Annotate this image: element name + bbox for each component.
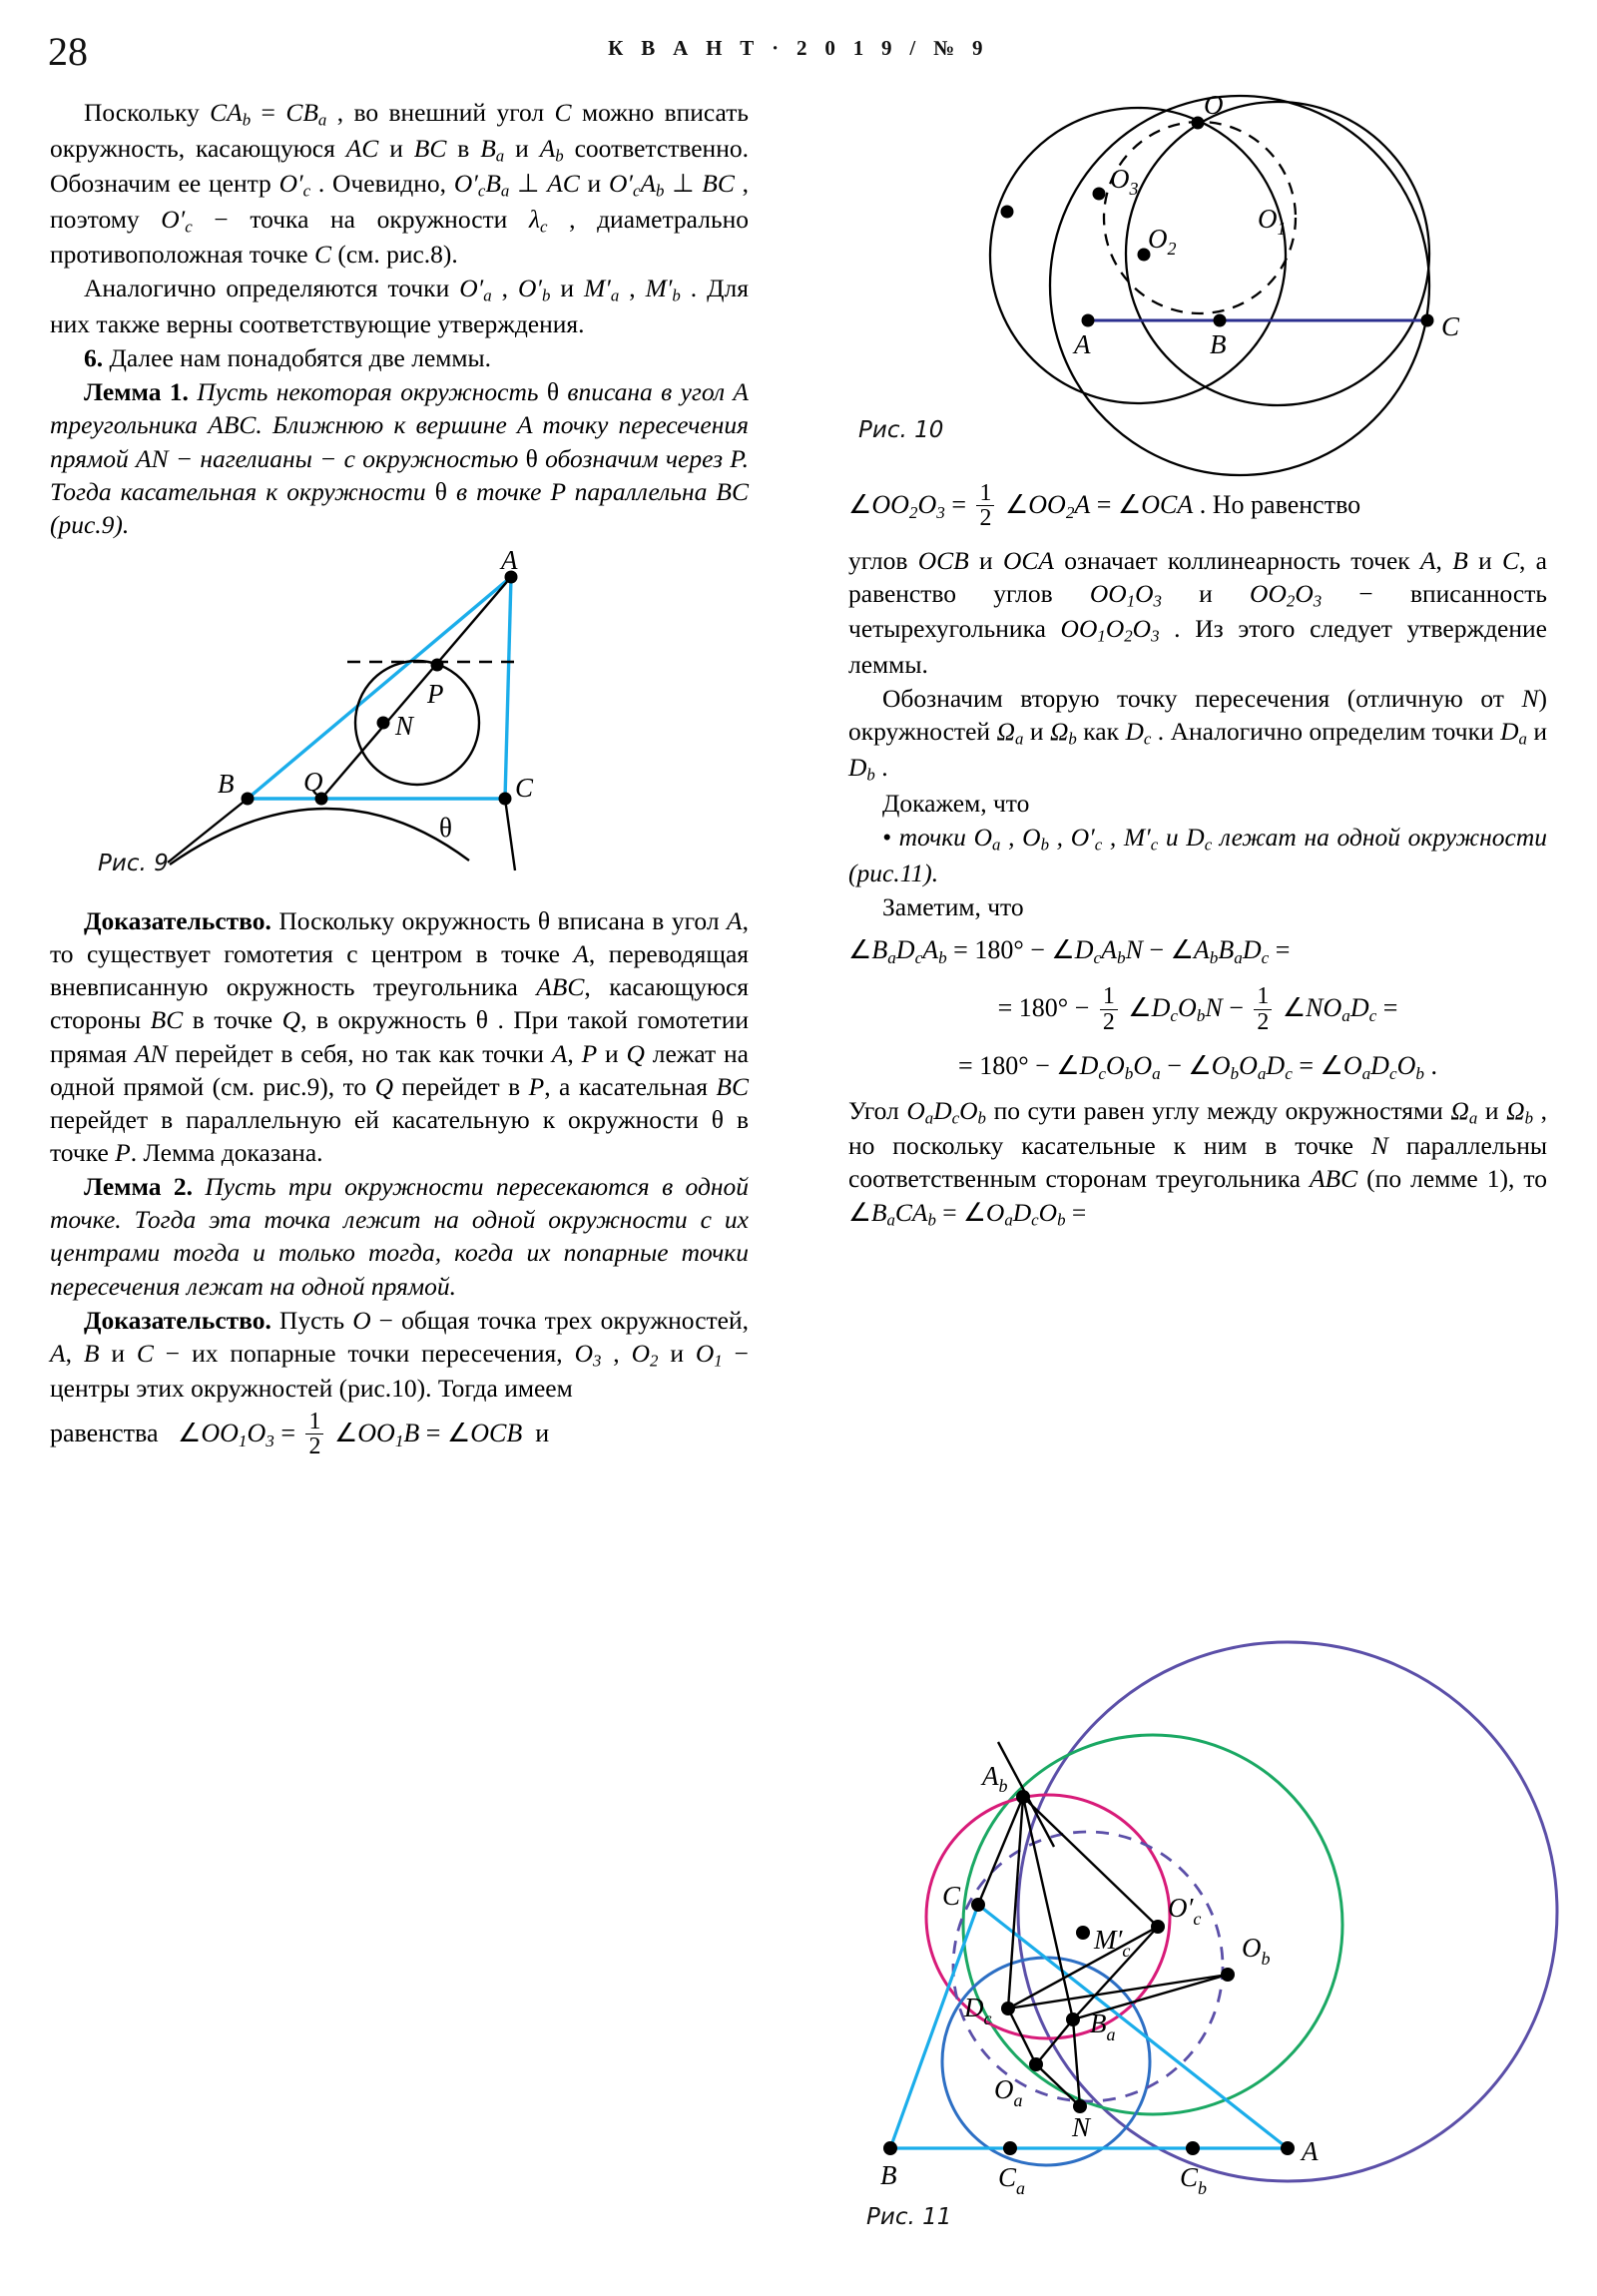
fig10-label-O: O (1204, 90, 1224, 120)
right-bullet-claim: • точки $O_a$ , $O_b$ , $O'_c$ , $M'_c$ и $D_c$ лежат на одной окружности (рис.11). (848, 823, 1548, 887)
fig9-circle-theta (355, 661, 479, 785)
left-column (50, 96, 749, 1471)
fig11-label-Oa: $O_a$ (994, 2074, 1023, 2110)
right-display-formula-3: = $180^\circ - \angle D_cO_bO_a$ − $\angle O_bO_aD_c$ = $\angle O_aD_cO_b$ . (958, 1050, 1437, 1083)
fig11-circle-purple (1018, 1642, 1557, 2181)
fig9-label-Q: Q (303, 767, 323, 798)
paragraph-3: 6. Далее нам понадобятся две леммы. (84, 343, 492, 373)
lemma-1: Лемма 1. Пусть некоторая окружность θ вписана в угол A треугольника ABC. Ближнюю к вершине A точку пересечения прямой AN − нагелианы − с окружностью θ обозначим через P. Тогда касательная к окружности θ в точке P параллельна BC (рис.9). (50, 377, 750, 539)
figure-10-caption: Рис. 10 (858, 417, 944, 443)
fig11-label-A: A (1302, 2136, 1319, 2166)
fig9-excircle-arc (170, 809, 469, 864)
figure-11-drawing (858, 1637, 1557, 2256)
fig9-tangent-left (168, 799, 248, 862)
fig10-label-C: C (1441, 311, 1460, 341)
right-paragraph-5: Заметим, что (882, 892, 1024, 922)
fig9-nagelian (321, 577, 511, 799)
right-paragraph-3: Докажем, что (882, 789, 1030, 819)
right-display-formula-1: $\angle B_aD_cA_b = 180^\circ$ − $\angle D_cA_bN$ − $\angle A_bB_aD_c$ = (848, 935, 1291, 968)
lemma-2: Лемма 2. Пусть три окружности пересекаются в одной точке. Тогда эта точка лежит на одной окружности с их центрами тогда и только тогда, когда их попарные точки пересечения лежат на одной прямой. (50, 1172, 749, 1301)
fig9-label-B: B (218, 769, 235, 800)
fig11-label-B: B (880, 2160, 897, 2190)
fig10-label-B: B (1210, 329, 1227, 359)
fig9-line-ac-ext (505, 799, 515, 870)
fig10-label-O2: $O_2$ (1148, 224, 1177, 259)
fig11-label-Oc: $O'_c$ (1168, 1893, 1202, 1929)
figure-10-drawing (848, 90, 1547, 445)
right-paragraph-6: Угол $O_aD_cO_b$ по сути равен углу между окружностями $\Omega_a$ и $\Omega_b$ , но поскольку касательные к ним в точке N параллельны соответственным сторонам треугольника ABC (по лемме 1), то $\angle B_aCA_b$ = $\angle O_aD_cO_b$ = (848, 1095, 1547, 1230)
proof-lemma-1: Доказательство. Поскольку окружность θ вписана в угол A, то существует гомотетия с центром в точке A, переводящая вневписанную окружность треугольника ABC, касающуюся стороны BC в точке Q, в окружность θ . При такой гомотетии прямая AN перейдет в себя, но так как точки A, P и Q лежат на одной прямой (см. рис.9), то Q перейдет в P, а касательная BC перейдет в параллельную ей касательную к окружности θ в точке P. Лемма доказана. (50, 906, 750, 1167)
fig10-circles (990, 96, 1429, 475)
paragraph-1: Поскольку $CA_b = CB_a$ , во внешний угол C можно вписать окружность, касающуюся AC и BC в $B_a$ и $A_b$ соответственно. Обозначим ее центр $O'_c$ . Очевидно, $O'_cB_a$ ⊥ AC и $O'_cA_b$ ⊥ BC , поэтому $O'_c$ − точка на окружности $\lambda_c$ , диаметрально противоположная точке C (см. рис.8). (50, 98, 750, 270)
proof-lemma-2: Доказательство. Пусть O − общая точка трех окружностей, A, B и C − их попарные точки пересечения, $O_3$ , $O_2$ и $O_1$ − центры этих окружностей (рис.10). Тогда имеем (50, 1305, 749, 1404)
fig9-label-A: A (501, 545, 518, 576)
page-header (0, 0, 1597, 96)
fig11-label-Ab: $A_b$ (982, 1761, 1008, 1796)
figure-9-caption: Рис. 9 (98, 851, 169, 877)
fig11-label-Dc: $D_c$ (964, 1993, 992, 2028)
fig10-label-A: A (1074, 329, 1091, 359)
right-formula-1: $\angle OO_2O_3$ = $\frac{1}{2}$ $\angle OO_2A$ = ∠OCA . Но равенство (848, 480, 1361, 532)
journal-title: К В А Н Т · 2 0 1 9 / № 9 (608, 36, 989, 60)
fig9-label-C: C (515, 773, 534, 804)
right-column (848, 90, 1548, 1232)
fig10-label-O1: $O_1$ (1258, 204, 1287, 239)
fig11-label-C: C (942, 1881, 961, 1911)
figure-10 (848, 90, 1547, 455)
fig11-label-Ba: $B_a$ (1090, 2009, 1116, 2044)
fig11-label-Mc: $M'_c$ (1094, 1925, 1131, 1961)
page-number: 28 (48, 29, 88, 74)
fig11-label-N: N (1072, 2112, 1091, 2142)
figure-11 (858, 1637, 1557, 2256)
right-paragraph-2: Обозначим вторую точку пересечения (отличную от N) окружностей $\Omega_a$ и $\Omega_b$ как $D_c$ . Аналогично определим точки $D_a$ и $D_b$ . (848, 683, 1548, 785)
figure-9-drawing (50, 545, 609, 877)
right-display-formula-2: = 180° − $\frac{1}{2}$ $\angle D_cO_bN$ − $\frac{1}{2}$ $\angle NO_aD_c$ = (997, 983, 1398, 1035)
fig10-label-O3: $O_3$ (1110, 164, 1139, 199)
fig9-label-theta: θ (439, 813, 452, 844)
figure-11-caption: Рис. 11 (866, 2204, 952, 2230)
figure-9 (50, 545, 749, 894)
fig11-label-Ob: $O_b$ (1242, 1933, 1271, 1969)
fig11-label-Cb: $C_b$ (1180, 2162, 1208, 2198)
right-paragraph-1: углов OCB и OCA означает коллинеарность точек A, B и C, а равенство углов $OO_1O_3$ и $OO_2O_3$ − вписанность четырехугольника $OO_1O_2O_3$ . Из этого следует утверждение леммы. (848, 545, 1548, 679)
fig9-triangle (248, 577, 511, 799)
fig9-label-P: P (427, 679, 444, 710)
fig9-label-N: N (395, 711, 414, 742)
fig11-label-Ca: $C_a$ (998, 2162, 1026, 2198)
paragraph-2: Аналогично определяются точки $O'_a$ , $O'_b$ и $M'_a$ , $M'_b$ . Для них также верны соответствующие утверждения. (50, 274, 750, 339)
left-trailing-formula: равенства $\angle OO_1O_3$ = $\frac{1}{2}$ $\angle OO_1B$ = ∠OCB и (50, 1408, 550, 1459)
